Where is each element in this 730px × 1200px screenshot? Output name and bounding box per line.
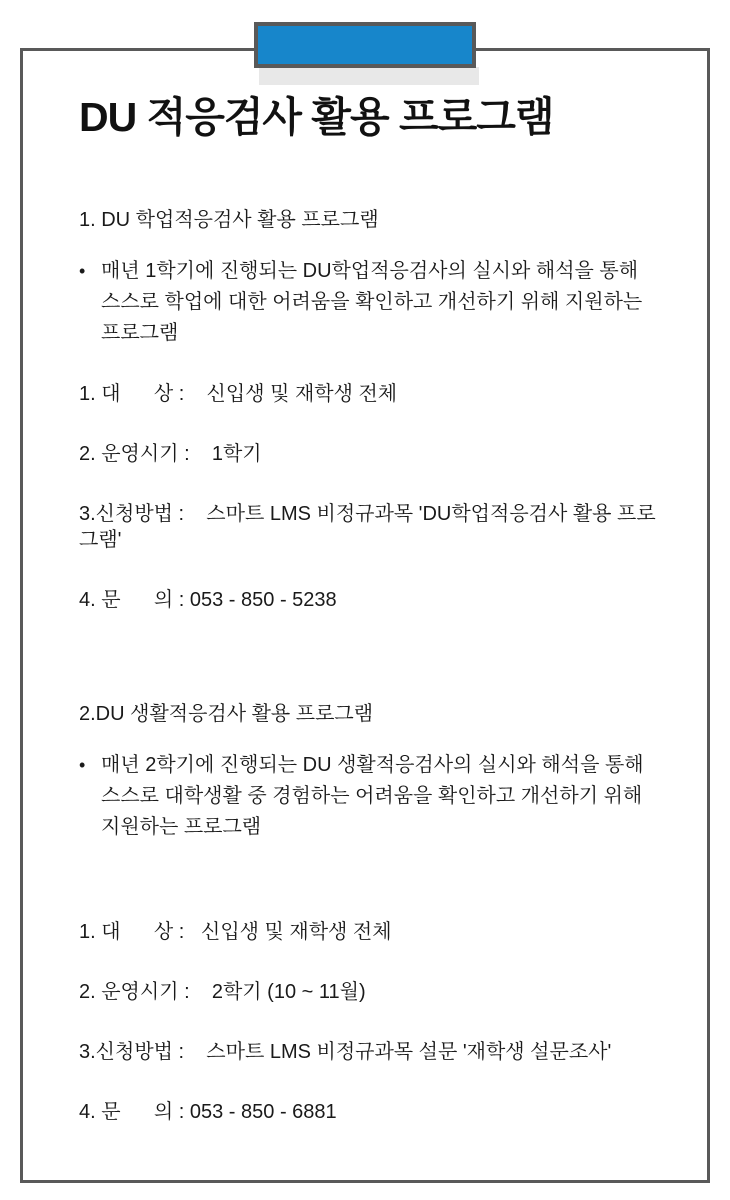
info-item-contact: 4. 문 의 : 053 - 850 - 6881	[79, 1101, 337, 1123]
info-list	[79, 381, 659, 613]
bullet-item	[79, 256, 659, 349]
section-academic-adaptation-test	[79, 207, 659, 613]
info-item-period: 2. 운영시기 : 2학기 (10 ~ 11월)	[79, 981, 366, 1003]
card-content	[23, 51, 707, 1180]
info-item-target: 1. 대 상 : 신입생 및 재학생 전체	[79, 921, 392, 943]
info-item-contact: 4. 문 의 : 053 - 850 - 5238	[79, 589, 337, 611]
info-item-target: 1. 대 상 : 신입생 및 재학생 전체	[79, 383, 398, 405]
section-heading: 1. DU 학업적응검사 활용 프로그램	[79, 209, 379, 231]
info-item-period: 2. 운영시기 : 1학기	[79, 443, 262, 465]
bullet-dot-icon: •	[79, 261, 86, 281]
bullet-item	[79, 750, 659, 843]
info-item-apply-method: 3.신청방법 : 스마트 LMS 비정규과목 설문 '재학생 설문조사'	[79, 1041, 612, 1063]
section-life-adaptation-test	[79, 701, 659, 1125]
bullet-text: 매년 2학기에 진행되는 DU 생활적응검사의 실시와 해석을 통해 스스로 대학생활 중 경험하는 어려움을 확인하고 개선하기 위해 지원하는 프로그램	[101, 754, 644, 838]
bullet-text: 매년 1학기에 진행되는 DU학업적응검사의 실시와 해석을 통해 스스로 학업에 대한 어려움을 확인하고 개선하기 위해 지원하는 프로그램	[101, 260, 643, 344]
bullet-dot-icon: •	[79, 755, 86, 775]
page-title: DU 적응검사 활용 프로그램	[79, 94, 554, 140]
section-heading: 2.DU 생활적응검사 활용 프로그램	[79, 703, 374, 725]
info-item-apply-method: 3.신청방법 : 스마트 LMS 비정규과목 'DU학업적응검사 활용 프로그램'	[79, 503, 656, 551]
blue-clip-tab	[254, 22, 476, 68]
info-list	[79, 919, 659, 1125]
